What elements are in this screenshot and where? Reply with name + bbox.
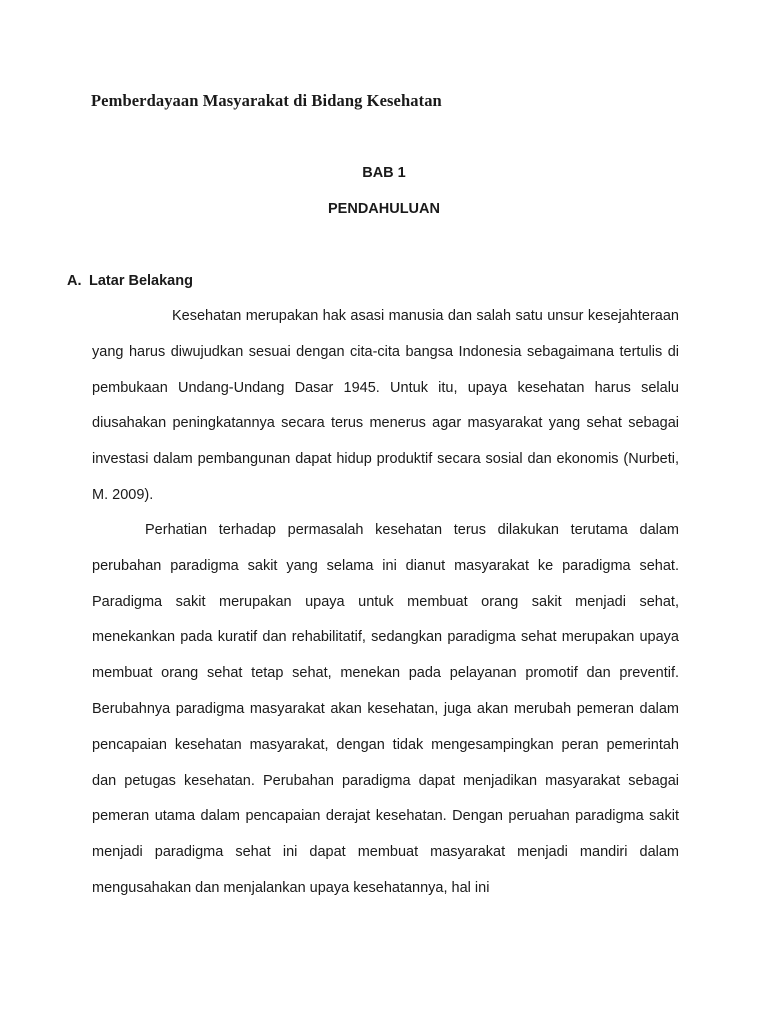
chapter-number: BAB 1	[362, 165, 406, 181]
paragraph-1: Kesehatan merupakan hak asasi manusia dan salah satu unsur kesejahteraan yang harus diwujudkan sesuai dengan cita-cita bangsa Indonesia sebagaimana tertulis di pembukaan Undang-Undang Dasar 1945. Untuk itu, upaya kesehatan harus selalu diusahakan peningkatannya secara terus menerus agar masyarakat yang sehat sebagai investasi dalam pembangunan dapat hidup produktif secara sosial dan ekonomis (Nurbeti, M. 2009).	[92, 308, 679, 503]
section-heading	[67, 273, 193, 289]
section-title: Latar Belakang	[89, 273, 193, 289]
document-title: Pemberdayaan Masyarakat di Bidang Kesehatan	[91, 91, 442, 110]
chapter-title: PENDAHULUAN	[328, 201, 440, 217]
section-letter: A.	[67, 273, 82, 289]
paragraph-2: Perhatian terhadap permasalah kesehatan terus dilakukan terutama dalam perubahan paradigma sakit yang selama ini dianut masyarakat ke paradigma sehat. Paradigma sakit merupakan upaya untuk membuat orang sakit menjadi sehat, menekankan pada kuratif dan rehabilitatif, sedangkan paradigma sehat merupakan upaya membuat orang sehat tetap sehat, menekan pada pelayanan promotif dan preventif. Berubahnya paradigma masyarakat akan kesehatan, juga akan merubah pemeran dalam pencapaian kesehatan masyarakat, dengan tidak mengesampingkan peran pemerintah dan petugas kesehatan. Perubahan paradigma dapat menjadikan masyarakat sebagai pemeran utama dalam pencapaian derajat kesehatan. Dengan peruahan paradigma sakit menjadi paradigma sehat ini dapat membuat masyarakat menjadi mandiri dalam mengusahakan dan menjalankan upaya kesehatannya, hal ini	[92, 522, 679, 896]
